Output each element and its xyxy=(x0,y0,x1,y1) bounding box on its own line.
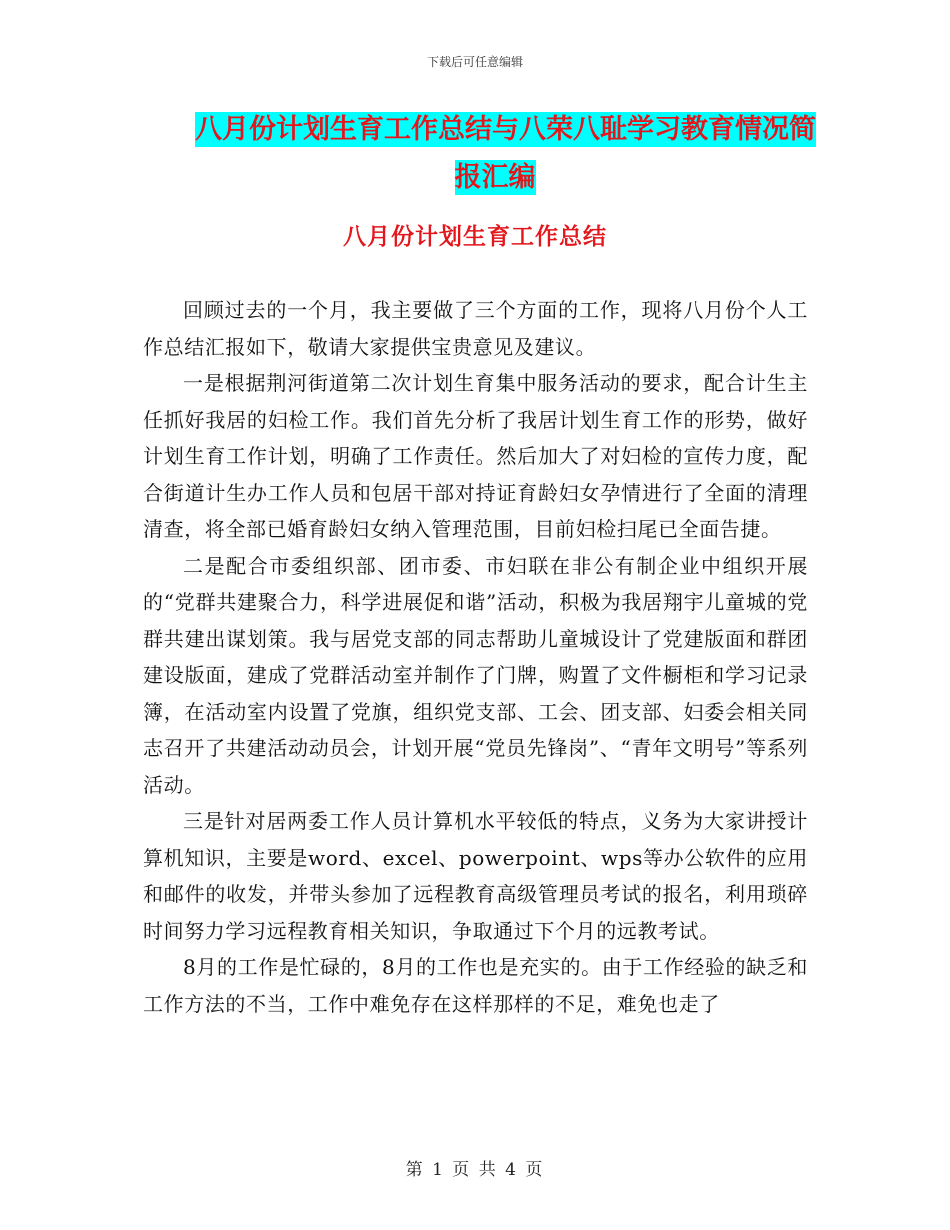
document-title-line-1: 八月份计划生育工作总结与八荣八耻学习教育情况简 xyxy=(195,114,816,145)
paragraph: 回顾过去的一个月，我主要做了三个方面的工作，现将八月份个人工作总结汇报如下，敬请大家提供宝贵意见及建议。 xyxy=(143,298,808,359)
paragraph: 一是根据荆河街道第二次计划生育集中服务活动的要求，配合计生主任抓好我居的妇检工作。我们首先分析了我居计划生育工作的形势，做好计划生育工作计划，明确了工作责任。然后加大了对妇检的宣传力度，配合街道计生办工作人员和包居干部对持证育龄妇女孕情进行了全面的清理清查，将全部已婚育龄妇女纳入管理范围，目前妇检扫尾已全面告捷。 xyxy=(143,371,808,541)
paragraph: 8月的工作是忙碌的，8月的工作也是充实的。由于工作经验的缺乏和工作方法的不当，工作中难免存在这样那样的不足，难免也走了 xyxy=(143,955,808,1016)
paragraph: 二是配合市委组织部、团市委、市妇联在非公有制企业中组织开展的“党群共建聚合力，科学进展促和谐”活动，积极为我居翔宇儿童城的党群共建出谋划策。我与居党支部的同志帮助儿童城设计了党建版面和群团建设版面，建成了党群活动室并制作了门牌，购置了文件橱柜和学习记录簿，在活动室内设置了党旗，组织党支部、工会、团支部、妇委会相关同志召开了共建活动动员会，计划开展“党员先锋岗”、“青年文明号”等系列活动。 xyxy=(143,553,808,797)
section-title: 八月份计划生育工作总结 xyxy=(343,224,607,250)
document-title-line-2: 报汇编 xyxy=(454,162,536,193)
header-note: 下载后可任意编辑 xyxy=(426,55,523,69)
document-body xyxy=(143,292,808,1022)
document-title xyxy=(150,106,840,202)
paragraph: 三是针对居两委工作人员计算机水平较低的特点，义务为大家讲授计算机知识，主要是word、excel、powerpoint、wps等办公软件的应用和邮件的收发，并带头参加了远程教育高级管理员考试的报名，利用琐碎时间努力学习远程教育相关知识，争取通过下个月的远教考试。 xyxy=(143,809,808,943)
page-number: 第 1 页 共 4 页 xyxy=(405,1160,545,1180)
